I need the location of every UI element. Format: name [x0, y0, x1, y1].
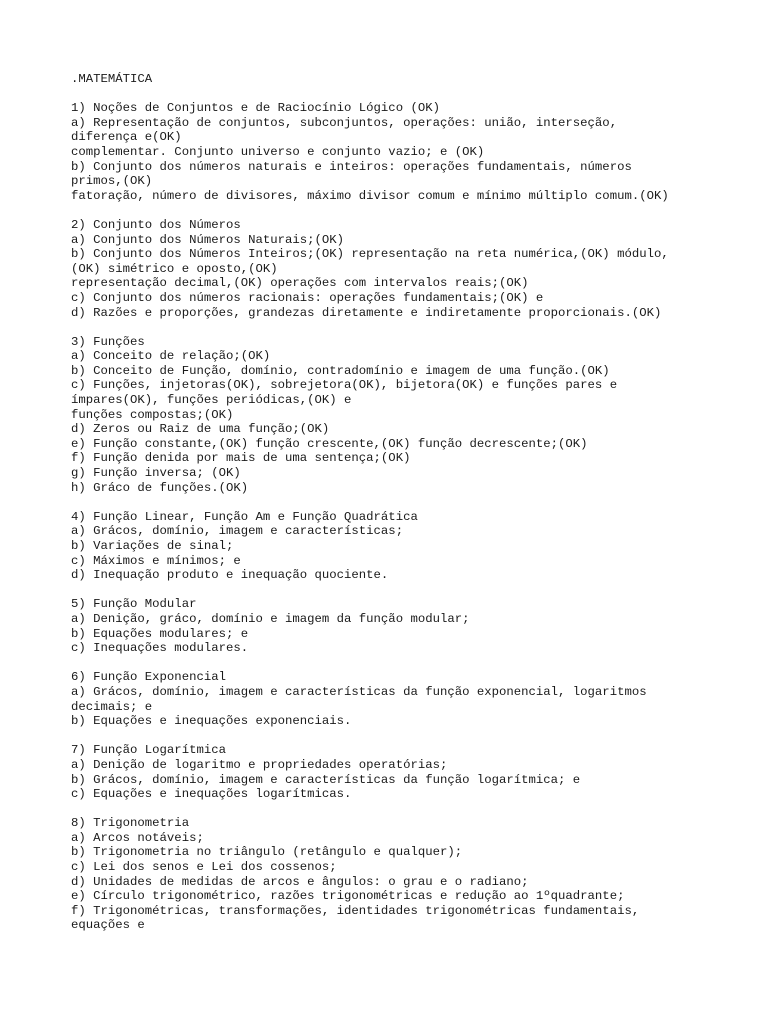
section-line: c) Equações e inequações logarítmicas.: [71, 787, 352, 802]
section-line: h) Gráco de funções.(OK): [71, 480, 249, 495]
section-line: (OK) simétrico e oposto,(OK): [71, 261, 278, 276]
section-line: a) Conjunto dos Números Naturais;(OK): [71, 232, 345, 247]
section-line: ímpares(OK), funções periódicas,(OK) e: [71, 393, 352, 408]
section-line: c) Lei dos senos e Lei dos cossenos;: [71, 860, 337, 875]
section-line: diferença e(OK): [71, 130, 182, 145]
section-line: a) Grácos, domínio, imagem e características da função exponencial, logaritmos: [71, 684, 647, 699]
syllabus-section: [71, 597, 711, 655]
section-line: decimais; e: [71, 699, 153, 714]
section-heading: 5) Função Modular: [71, 597, 197, 612]
syllabus-section: [71, 218, 711, 320]
section-line: d) Razões e proporções, grandezas diretamente e indiretamente proporcionais.(OK): [71, 305, 662, 320]
section-line: b) Grácos, domínio, imagem e características da função logarítmica; e: [71, 772, 581, 787]
section-line: d) Zeros ou Raiz de uma função;(OK): [71, 422, 330, 437]
section-line: e) Círculo trigonométrico, razões trigonométricas e redução ao 1ºquadrante;: [71, 889, 625, 904]
section-heading: 7) Função Logarítmica: [71, 743, 226, 758]
syllabus-section: [71, 816, 711, 933]
document-page: [71, 72, 711, 948]
section-line: a) Conceito de relação;(OK): [71, 349, 271, 364]
syllabus-section: [71, 510, 711, 583]
section-line: b) Conceito de Função, domínio, contradomínio e imagem de uma função.(OK): [71, 363, 610, 378]
document-title: .MATEMÁTICA: [71, 72, 153, 86]
section-heading: 8) Trigonometria: [71, 816, 190, 831]
syllabus-section: [71, 670, 711, 728]
section-heading: 3) Funções: [71, 334, 145, 349]
section-heading: 1) Noções de Conjuntos e de Raciocínio Lógico (OK): [71, 101, 440, 116]
section-line: a) Denição, gráco, domínio e imagem da função modular;: [71, 611, 470, 626]
section-line: complementar. Conjunto universo e conjunto vazio; e (OK): [71, 144, 485, 159]
section-heading: 6) Função Exponencial: [71, 670, 226, 685]
section-line: a) Grácos, domínio, imagem e características;: [71, 524, 404, 539]
section-line: e) Função constante,(OK) função crescente,(OK) função decrescente;(OK): [71, 436, 588, 451]
section-line: primos,(OK): [71, 174, 153, 189]
section-line: a) Denição de logaritmo e propriedades operatórias;: [71, 757, 448, 772]
syllabus-section: [71, 101, 711, 203]
section-line: representação decimal,(OK) operações com intervalos reais;(OK): [71, 276, 529, 291]
syllabus-section: [71, 335, 711, 496]
section-line: b) Conjunto dos números naturais e inteiros: operações fundamentais, números: [71, 159, 632, 174]
syllabus-section: [71, 743, 711, 801]
section-line: b) Conjunto dos Números Inteiros;(OK) representação na reta numérica,(OK) módulo,: [71, 247, 669, 262]
section-line: a) Arcos notáveis;: [71, 830, 204, 845]
section-line: b) Trigonometria no triângulo (retângulo e qualquer);: [71, 845, 463, 860]
section-line: a) Representação de conjuntos, subconjuntos, operações: união, interseção,: [71, 115, 618, 130]
section-line: d) Unidades de medidas de arcos e ângulos: o grau e o radiano;: [71, 874, 529, 889]
section-line: b) Variações de sinal;: [71, 539, 234, 553]
section-line: funções compostas;(OK): [71, 407, 234, 422]
section-line: d) Inequação produto e inequação quociente.: [71, 568, 389, 583]
section-line: c) Inequações modulares.: [71, 641, 249, 656]
section-line: f) Função denida por mais de uma sentença;(OK): [71, 451, 411, 466]
section-line: c) Conjunto dos números racionais: operações fundamentais;(OK) e: [71, 290, 544, 305]
section-line: fatoração, número de divisores, máximo divisor comum e mínimo múltiplo comum.(OK): [71, 188, 669, 203]
section-line: b) Equações modulares; e: [71, 626, 249, 641]
section-line: b) Equações e inequações exponenciais.: [71, 714, 352, 729]
section-line: g) Função inversa; (OK): [71, 466, 241, 481]
section-heading: 2) Conjunto dos Números: [71, 217, 241, 232]
section-line: c) Máximos e mínimos; e: [71, 553, 241, 568]
section-line: equações e: [71, 918, 145, 933]
syllabus-sections: [71, 101, 711, 933]
section-heading: 4) Função Linear, Função Am e Função Quadrática: [71, 509, 418, 524]
section-line: f) Trigonométricas, transformações, identidades trigonométricas fundamentais,: [71, 903, 640, 918]
section-line: c) Funções, injetoras(OK), sobrejetora(OK), bijetora(OK) e funções pares e: [71, 378, 618, 393]
